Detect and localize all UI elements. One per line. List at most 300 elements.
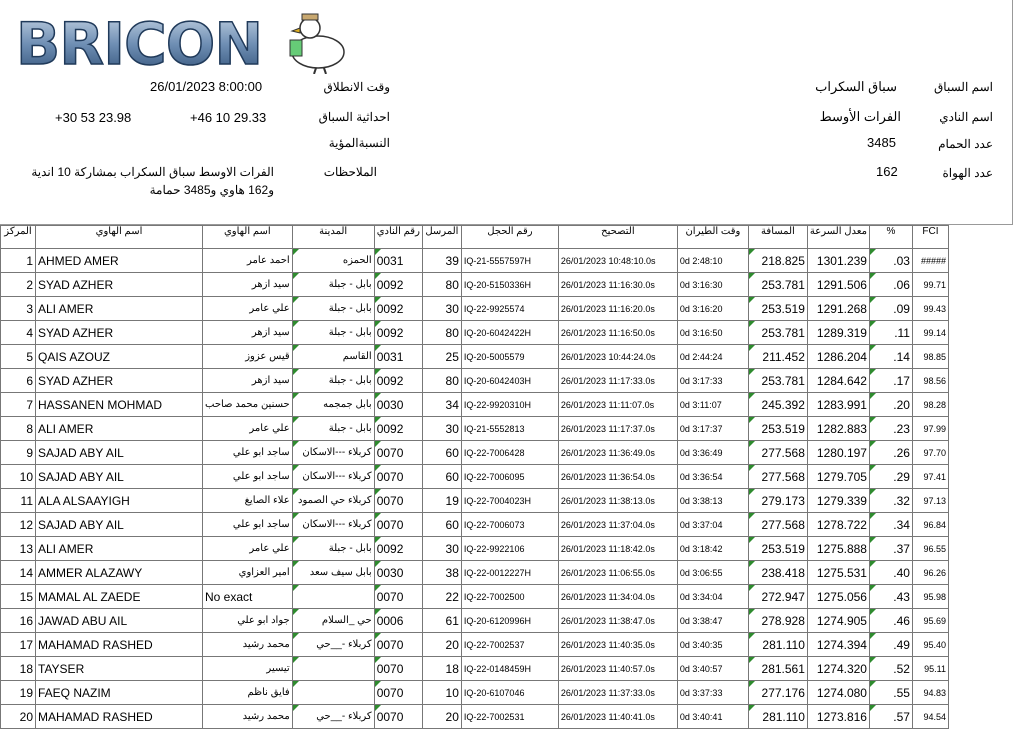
coords-label: احداثية السباق xyxy=(318,110,390,124)
position-cell: 17 xyxy=(1,633,36,657)
percent-cell: .40 xyxy=(869,561,912,585)
fanciers-label: عدد الهواة xyxy=(942,166,993,180)
fci-cell: 95.69 xyxy=(912,609,948,633)
coord-lon: +30 53 23.98 xyxy=(55,110,132,125)
speed-cell: 1286.204 xyxy=(807,345,869,369)
table-row xyxy=(1,633,949,657)
correction-cell: 26/01/2023 11:40:41.0s xyxy=(558,705,677,729)
correction-cell: 26/01/2023 11:16:20.0s xyxy=(558,297,677,321)
notes-line-1: الفرات الاوسط سباق السكراب بمشاركة 10 اندية xyxy=(31,165,274,179)
position-cell: 5 xyxy=(1,345,36,369)
speed-cell: 1274.320 xyxy=(807,657,869,681)
start-time-label: وقت الانطلاق xyxy=(323,80,390,94)
sent-cell: 30 xyxy=(422,297,461,321)
ring-cell: IQ-22-0012227H xyxy=(461,561,558,585)
position-cell: 20 xyxy=(1,705,36,729)
sent-cell: 60 xyxy=(422,441,461,465)
speed-cell: 1274.905 xyxy=(807,609,869,633)
pigeons-label: عدد الحمام xyxy=(938,137,993,151)
position-cell: 18 xyxy=(1,657,36,681)
table-row xyxy=(1,609,949,633)
fci-cell: 98.56 xyxy=(912,369,948,393)
flight-time-cell: 0d 3:18:42 xyxy=(677,537,748,561)
percent-cell: .32 xyxy=(869,489,912,513)
sent-cell: 60 xyxy=(422,513,461,537)
col-header-sent: المرسل xyxy=(422,226,461,249)
city-cell: بابل - جبلة xyxy=(292,273,374,297)
city-cell: بابل سيف سعد xyxy=(292,561,374,585)
percent-cell: .03 xyxy=(869,249,912,273)
col-header-position: المركز xyxy=(1,226,36,249)
flight-time-cell: 0d 3:37:33 xyxy=(677,681,748,705)
distance-cell: 253.781 xyxy=(748,321,807,345)
table-header-row xyxy=(1,226,949,249)
fancier-name-cell: MAHAMAD RASHED xyxy=(36,633,203,657)
fancier-name-cell: JAWAD ABU AIL xyxy=(36,609,203,633)
fancier-arabic-cell: علي عامر xyxy=(203,297,293,321)
distance-cell: 279.173 xyxy=(748,489,807,513)
distance-cell: 277.568 xyxy=(748,441,807,465)
fancier-arabic-cell: ساجد ابو علي xyxy=(203,465,293,489)
col-header-city: المدينة xyxy=(292,226,374,249)
sent-cell: 61 xyxy=(422,609,461,633)
distance-cell: 278.928 xyxy=(748,609,807,633)
city-cell xyxy=(292,681,374,705)
results-table xyxy=(0,225,949,729)
speed-cell: 1278.722 xyxy=(807,513,869,537)
sent-cell: 34 xyxy=(422,393,461,417)
distance-cell: 218.825 xyxy=(748,249,807,273)
bricon-logo xyxy=(14,8,354,74)
fci-cell: ##### xyxy=(912,249,948,273)
ring-cell: IQ-22-7006073 xyxy=(461,513,558,537)
fancier-arabic-cell: No exact xyxy=(203,585,293,609)
fancier-name-cell: MAHAMAD RASHED xyxy=(36,705,203,729)
fci-cell: 98.85 xyxy=(912,345,948,369)
distance-cell: 272.947 xyxy=(748,585,807,609)
col-header-club: رقم النادي xyxy=(374,226,422,249)
ring-cell: IQ-22-9925574 xyxy=(461,297,558,321)
notes-line-2: و162 هاوي و3485 حمامة xyxy=(149,183,274,197)
flight-time-cell: 0d 3:11:07 xyxy=(677,393,748,417)
position-cell: 10 xyxy=(1,465,36,489)
fancier-name-cell: SAJAD ABY AIL xyxy=(36,465,203,489)
speed-cell: 1291.506 xyxy=(807,273,869,297)
club-cell: 0070 xyxy=(374,585,422,609)
correction-cell: 26/01/2023 11:36:49.0s xyxy=(558,441,677,465)
position-cell: 8 xyxy=(1,417,36,441)
fancier-arabic-cell: تيسير xyxy=(203,657,293,681)
fci-cell: 99.71 xyxy=(912,273,948,297)
correction-cell: 26/01/2023 11:16:30.0s xyxy=(558,273,677,297)
table-row xyxy=(1,537,949,561)
ring-cell: IQ-22-7004023H xyxy=(461,489,558,513)
sent-cell: 80 xyxy=(422,273,461,297)
percent-cell: .17 xyxy=(869,369,912,393)
fci-cell: 97.13 xyxy=(912,489,948,513)
position-cell: 6 xyxy=(1,369,36,393)
club-cell: 0070 xyxy=(374,465,422,489)
fancier-arabic-cell: محمد رشيد xyxy=(203,705,293,729)
fci-cell: 98.28 xyxy=(912,393,948,417)
logo-text: BRICON xyxy=(16,10,264,74)
club-cell: 0070 xyxy=(374,633,422,657)
percent-cell: .26 xyxy=(869,441,912,465)
position-cell: 9 xyxy=(1,441,36,465)
distance-cell: 277.568 xyxy=(748,465,807,489)
percent-cell: .49 xyxy=(869,633,912,657)
city-cell: الحمزه xyxy=(292,249,374,273)
percent-cell: .29 xyxy=(869,465,912,489)
speed-cell: 1279.339 xyxy=(807,489,869,513)
col-header-speed: معدل السرعة xyxy=(807,226,869,249)
fancier-arabic-cell: فايق ناظم xyxy=(203,681,293,705)
flight-time-cell: 0d 3:40:35 xyxy=(677,633,748,657)
table-row xyxy=(1,681,949,705)
ring-cell: IQ-21-5552813 xyxy=(461,417,558,441)
ring-cell: IQ-22-9920310H xyxy=(461,393,558,417)
flight-time-cell: 0d 3:17:33 xyxy=(677,369,748,393)
fancier-name-cell: SAJAD ABY AIL xyxy=(36,513,203,537)
sent-cell: 20 xyxy=(422,705,461,729)
club-cell: 0092 xyxy=(374,537,422,561)
percent-cell: .57 xyxy=(869,705,912,729)
position-cell: 7 xyxy=(1,393,36,417)
city-cell: كربلاء ---الاسكان xyxy=(292,441,374,465)
pigeons-count: 3485 xyxy=(867,135,896,150)
flight-time-cell: 0d 3:16:20 xyxy=(677,297,748,321)
correction-cell: 26/01/2023 11:17:37.0s xyxy=(558,417,677,441)
ring-cell: IQ-22-9922106 xyxy=(461,537,558,561)
distance-cell: 245.392 xyxy=(748,393,807,417)
correction-cell: 26/01/2023 11:11:07.0s xyxy=(558,393,677,417)
fci-cell: 97.99 xyxy=(912,417,948,441)
fancier-name-cell: SYAD AZHER xyxy=(36,321,203,345)
speed-cell: 1301.239 xyxy=(807,249,869,273)
correction-cell: 26/01/2023 11:34:04.0s xyxy=(558,585,677,609)
flight-time-cell: 0d 3:37:04 xyxy=(677,513,748,537)
club-cell: 0092 xyxy=(374,273,422,297)
notes-label: الملاحظات xyxy=(323,165,377,179)
fancier-arabic-cell: احمد عامر xyxy=(203,249,293,273)
fci-cell: 96.84 xyxy=(912,513,948,537)
fanciers-count: 162 xyxy=(876,164,898,179)
position-cell: 11 xyxy=(1,489,36,513)
fancier-name-cell: ALI AMER xyxy=(36,537,203,561)
fancier-arabic-cell: سيد ازهر xyxy=(203,369,293,393)
flight-time-cell: 0d 3:40:41 xyxy=(677,705,748,729)
city-cell: بابل - جبلة xyxy=(292,297,374,321)
fancier-name-cell: AHMED AMER xyxy=(36,249,203,273)
speed-cell: 1275.531 xyxy=(807,561,869,585)
sent-cell: 19 xyxy=(422,489,461,513)
fancier-arabic-cell: علاء الصايغ xyxy=(203,489,293,513)
ring-cell: IQ-22-7002531 xyxy=(461,705,558,729)
club-cell: 0070 xyxy=(374,489,422,513)
correction-cell: 26/01/2023 10:48:10.0s xyxy=(558,249,677,273)
correction-cell: 26/01/2023 10:44:24.0s xyxy=(558,345,677,369)
position-cell: 19 xyxy=(1,681,36,705)
position-cell: 3 xyxy=(1,297,36,321)
table-row xyxy=(1,585,949,609)
correction-cell: 26/01/2023 11:40:35.0s xyxy=(558,633,677,657)
speed-cell: 1274.080 xyxy=(807,681,869,705)
ring-cell: IQ-22-7006428 xyxy=(461,441,558,465)
speed-cell: 1274.394 xyxy=(807,633,869,657)
sent-cell: 80 xyxy=(422,369,461,393)
fci-cell: 99.14 xyxy=(912,321,948,345)
club-name: الفرات الأوسط xyxy=(819,109,901,124)
position-cell: 12 xyxy=(1,513,36,537)
sent-cell: 80 xyxy=(422,321,461,345)
correction-cell: 26/01/2023 11:16:50.0s xyxy=(558,321,677,345)
club-cell: 0092 xyxy=(374,297,422,321)
correction-cell: 26/01/2023 11:06:55.0s xyxy=(558,561,677,585)
percent-cell: .34 xyxy=(869,513,912,537)
flight-time-cell: 0d 3:40:57 xyxy=(677,657,748,681)
fancier-name-cell: FAEQ NAZIM xyxy=(36,681,203,705)
percent-cell: .06 xyxy=(869,273,912,297)
percent-label: النسبةالمؤية xyxy=(328,136,390,150)
table-row xyxy=(1,417,949,441)
sent-cell: 30 xyxy=(422,417,461,441)
table-row xyxy=(1,441,949,465)
fancier-arabic-cell: ساجد ابو علي xyxy=(203,513,293,537)
correction-cell: 26/01/2023 11:40:57.0s xyxy=(558,657,677,681)
fancier-name-cell: ALI AMER xyxy=(36,417,203,441)
col-header-distance: المسافة xyxy=(748,226,807,249)
distance-cell: 277.176 xyxy=(748,681,807,705)
correction-cell: 26/01/2023 11:36:54.0s xyxy=(558,465,677,489)
city-cell: القاسم xyxy=(292,345,374,369)
fci-cell: 96.26 xyxy=(912,561,948,585)
speed-cell: 1283.991 xyxy=(807,393,869,417)
club-cell: 0070 xyxy=(374,705,422,729)
speed-cell: 1289.319 xyxy=(807,321,869,345)
table-row xyxy=(1,513,949,537)
col-header-flight-time: وقت الطيران xyxy=(677,226,748,249)
col-header-percent: % xyxy=(869,226,912,249)
flight-time-cell: 0d 3:34:04 xyxy=(677,585,748,609)
correction-cell: 26/01/2023 11:18:42.0s xyxy=(558,537,677,561)
distance-cell: 281.561 xyxy=(748,657,807,681)
fancier-name-cell: AMMER ALAZAWY xyxy=(36,561,203,585)
flight-time-cell: 0d 2:44:24 xyxy=(677,345,748,369)
table-row xyxy=(1,369,949,393)
fancier-arabic-cell: جواد ابو علي xyxy=(203,609,293,633)
fancier-arabic-cell: قيس عزوز xyxy=(203,345,293,369)
fancier-arabic-cell: محمد رشيد xyxy=(203,633,293,657)
distance-cell: 253.519 xyxy=(748,537,807,561)
fci-cell: 95.98 xyxy=(912,585,948,609)
sent-cell: 30 xyxy=(422,537,461,561)
percent-cell: .43 xyxy=(869,585,912,609)
club-cell: 0092 xyxy=(374,417,422,441)
speed-cell: 1291.268 xyxy=(807,297,869,321)
fancier-arabic-cell: امير العزاوي xyxy=(203,561,293,585)
club-name-label: اسم النادي xyxy=(939,110,993,124)
distance-cell: 253.519 xyxy=(748,297,807,321)
table-row xyxy=(1,273,949,297)
city-cell: كربلاء -__حي xyxy=(292,633,374,657)
sent-cell: 22 xyxy=(422,585,461,609)
correction-cell: 26/01/2023 11:17:33.0s xyxy=(558,369,677,393)
position-cell: 2 xyxy=(1,273,36,297)
flight-time-cell: 0d 3:36:49 xyxy=(677,441,748,465)
speed-cell: 1275.888 xyxy=(807,537,869,561)
percent-cell: .09 xyxy=(869,297,912,321)
position-cell: 4 xyxy=(1,321,36,345)
distance-cell: 281.110 xyxy=(748,633,807,657)
fci-cell: 99.43 xyxy=(912,297,948,321)
fancier-name-cell: SYAD AZHER xyxy=(36,369,203,393)
fancier-arabic-cell: ساجد ابو علي xyxy=(203,441,293,465)
correction-cell: 26/01/2023 11:38:47.0s xyxy=(558,609,677,633)
table-row xyxy=(1,249,949,273)
coord-lat: +46 10 29.33 xyxy=(190,110,267,125)
ring-cell: IQ-20-5150336H xyxy=(461,273,558,297)
distance-cell: 277.568 xyxy=(748,513,807,537)
sent-cell: 39 xyxy=(422,249,461,273)
club-cell: 0006 xyxy=(374,609,422,633)
ring-cell: IQ-20-6120996H xyxy=(461,609,558,633)
club-cell: 0031 xyxy=(374,249,422,273)
flight-time-cell: 0d 3:06:55 xyxy=(677,561,748,585)
table-row xyxy=(1,297,949,321)
city-cell: بابل - جبلة xyxy=(292,369,374,393)
start-time: 26/01/2023 8:00:00 xyxy=(150,79,263,94)
fci-cell: 96.55 xyxy=(912,537,948,561)
fancier-name-cell: MAMAL AL ZAEDE xyxy=(36,585,203,609)
city-cell: بابل جمجمه xyxy=(292,393,374,417)
fancier-name-cell: ALI AMER xyxy=(36,297,203,321)
fci-cell: 97.70 xyxy=(912,441,948,465)
speed-cell: 1275.056 xyxy=(807,585,869,609)
speed-cell: 1282.883 xyxy=(807,417,869,441)
fci-cell: 94.83 xyxy=(912,681,948,705)
speed-cell: 1273.816 xyxy=(807,705,869,729)
speed-cell: 1280.197 xyxy=(807,441,869,465)
sent-cell: 60 xyxy=(422,465,461,489)
percent-cell: .37 xyxy=(869,537,912,561)
position-cell: 16 xyxy=(1,609,36,633)
club-cell: 0030 xyxy=(374,393,422,417)
city-cell: كربلاء ---الاسكان xyxy=(292,465,374,489)
position-cell: 15 xyxy=(1,585,36,609)
position-cell: 14 xyxy=(1,561,36,585)
table-row xyxy=(1,561,949,585)
sent-cell: 38 xyxy=(422,561,461,585)
percent-cell: .23 xyxy=(869,417,912,441)
flight-time-cell: 0d 3:38:47 xyxy=(677,609,748,633)
position-cell: 13 xyxy=(1,537,36,561)
fancier-name-cell: TAYSER xyxy=(36,657,203,681)
fancier-name-cell: QAIS AZOUZ xyxy=(36,345,203,369)
ring-cell: IQ-20-6107046 xyxy=(461,681,558,705)
club-cell: 0070 xyxy=(374,681,422,705)
col-header-fancier-ar: اسم الهاوي xyxy=(203,226,293,249)
ring-cell: IQ-21-5557597H xyxy=(461,249,558,273)
flight-time-cell: 0d 3:16:30 xyxy=(677,273,748,297)
club-cell: 0031 xyxy=(374,345,422,369)
distance-cell: 253.781 xyxy=(748,273,807,297)
race-name: سباق السكراب xyxy=(815,79,897,94)
table-row xyxy=(1,489,949,513)
percent-cell: .46 xyxy=(869,609,912,633)
percent-cell: .14 xyxy=(869,345,912,369)
city-cell: بابل - جبلة xyxy=(292,321,374,345)
distance-cell: 253.781 xyxy=(748,369,807,393)
fancier-arabic-cell: سيد ازهر xyxy=(203,273,293,297)
sent-cell: 10 xyxy=(422,681,461,705)
city-cell: كربلاء ---الاسكان xyxy=(292,513,374,537)
club-cell: 0030 xyxy=(374,561,422,585)
correction-cell: 26/01/2023 11:38:13.0s xyxy=(558,489,677,513)
club-cell: 0070 xyxy=(374,657,422,681)
percent-cell: .20 xyxy=(869,393,912,417)
ring-cell: IQ-20-6042403H xyxy=(461,369,558,393)
club-cell: 0092 xyxy=(374,369,422,393)
col-header-correction: التصحيح xyxy=(558,226,677,249)
distance-cell: 211.452 xyxy=(748,345,807,369)
distance-cell: 238.418 xyxy=(748,561,807,585)
club-cell: 0092 xyxy=(374,321,422,345)
city-cell: بابل - جبلة xyxy=(292,537,374,561)
fci-cell: 94.54 xyxy=(912,705,948,729)
table-row xyxy=(1,345,949,369)
distance-cell: 253.519 xyxy=(748,417,807,441)
fci-cell: 95.40 xyxy=(912,633,948,657)
position-cell: 1 xyxy=(1,249,36,273)
bird-mascot-icon xyxy=(290,14,344,74)
speed-cell: 1279.705 xyxy=(807,465,869,489)
fci-cell: 97.41 xyxy=(912,465,948,489)
flight-time-cell: 0d 3:16:50 xyxy=(677,321,748,345)
table-row xyxy=(1,657,949,681)
col-header-ring: رقم الحجل xyxy=(461,226,558,249)
fci-cell: 95.11 xyxy=(912,657,948,681)
table-row xyxy=(1,465,949,489)
city-cell: حي _السلام xyxy=(292,609,374,633)
city-cell: كربلاء -__حي xyxy=(292,705,374,729)
sent-cell: 18 xyxy=(422,657,461,681)
correction-cell: 26/01/2023 11:37:33.0s xyxy=(558,681,677,705)
city-cell xyxy=(292,657,374,681)
ring-cell: IQ-22-7002537 xyxy=(461,633,558,657)
city-cell: بابل - جبلة xyxy=(292,417,374,441)
flight-time-cell: 0d 3:36:54 xyxy=(677,465,748,489)
flight-time-cell: 0d 3:17:37 xyxy=(677,417,748,441)
percent-cell: .52 xyxy=(869,657,912,681)
race-name-label: اسم السباق xyxy=(934,80,993,94)
ring-cell: IQ-22-0148459H xyxy=(461,657,558,681)
fancier-name-cell: SYAD AZHER xyxy=(36,273,203,297)
col-header-fancier-en: اسم الهاوي xyxy=(36,226,203,249)
fancier-name-cell: ALA ALSAAYIGH xyxy=(36,489,203,513)
fancier-arabic-cell: حسنين محمد صاحب xyxy=(203,393,293,417)
ring-cell: IQ-22-7006095 xyxy=(461,465,558,489)
table-row xyxy=(1,393,949,417)
percent-cell: .11 xyxy=(869,321,912,345)
fancier-arabic-cell: سيد ازهر xyxy=(203,321,293,345)
table-row xyxy=(1,705,949,729)
club-cell: 0070 xyxy=(374,513,422,537)
distance-cell: 281.110 xyxy=(748,705,807,729)
col-header-fci: FCI xyxy=(912,226,948,249)
fancier-name-cell: SAJAD ABY AIL xyxy=(36,441,203,465)
city-cell: كربلاء حي الصمود xyxy=(292,489,374,513)
sent-cell: 25 xyxy=(422,345,461,369)
